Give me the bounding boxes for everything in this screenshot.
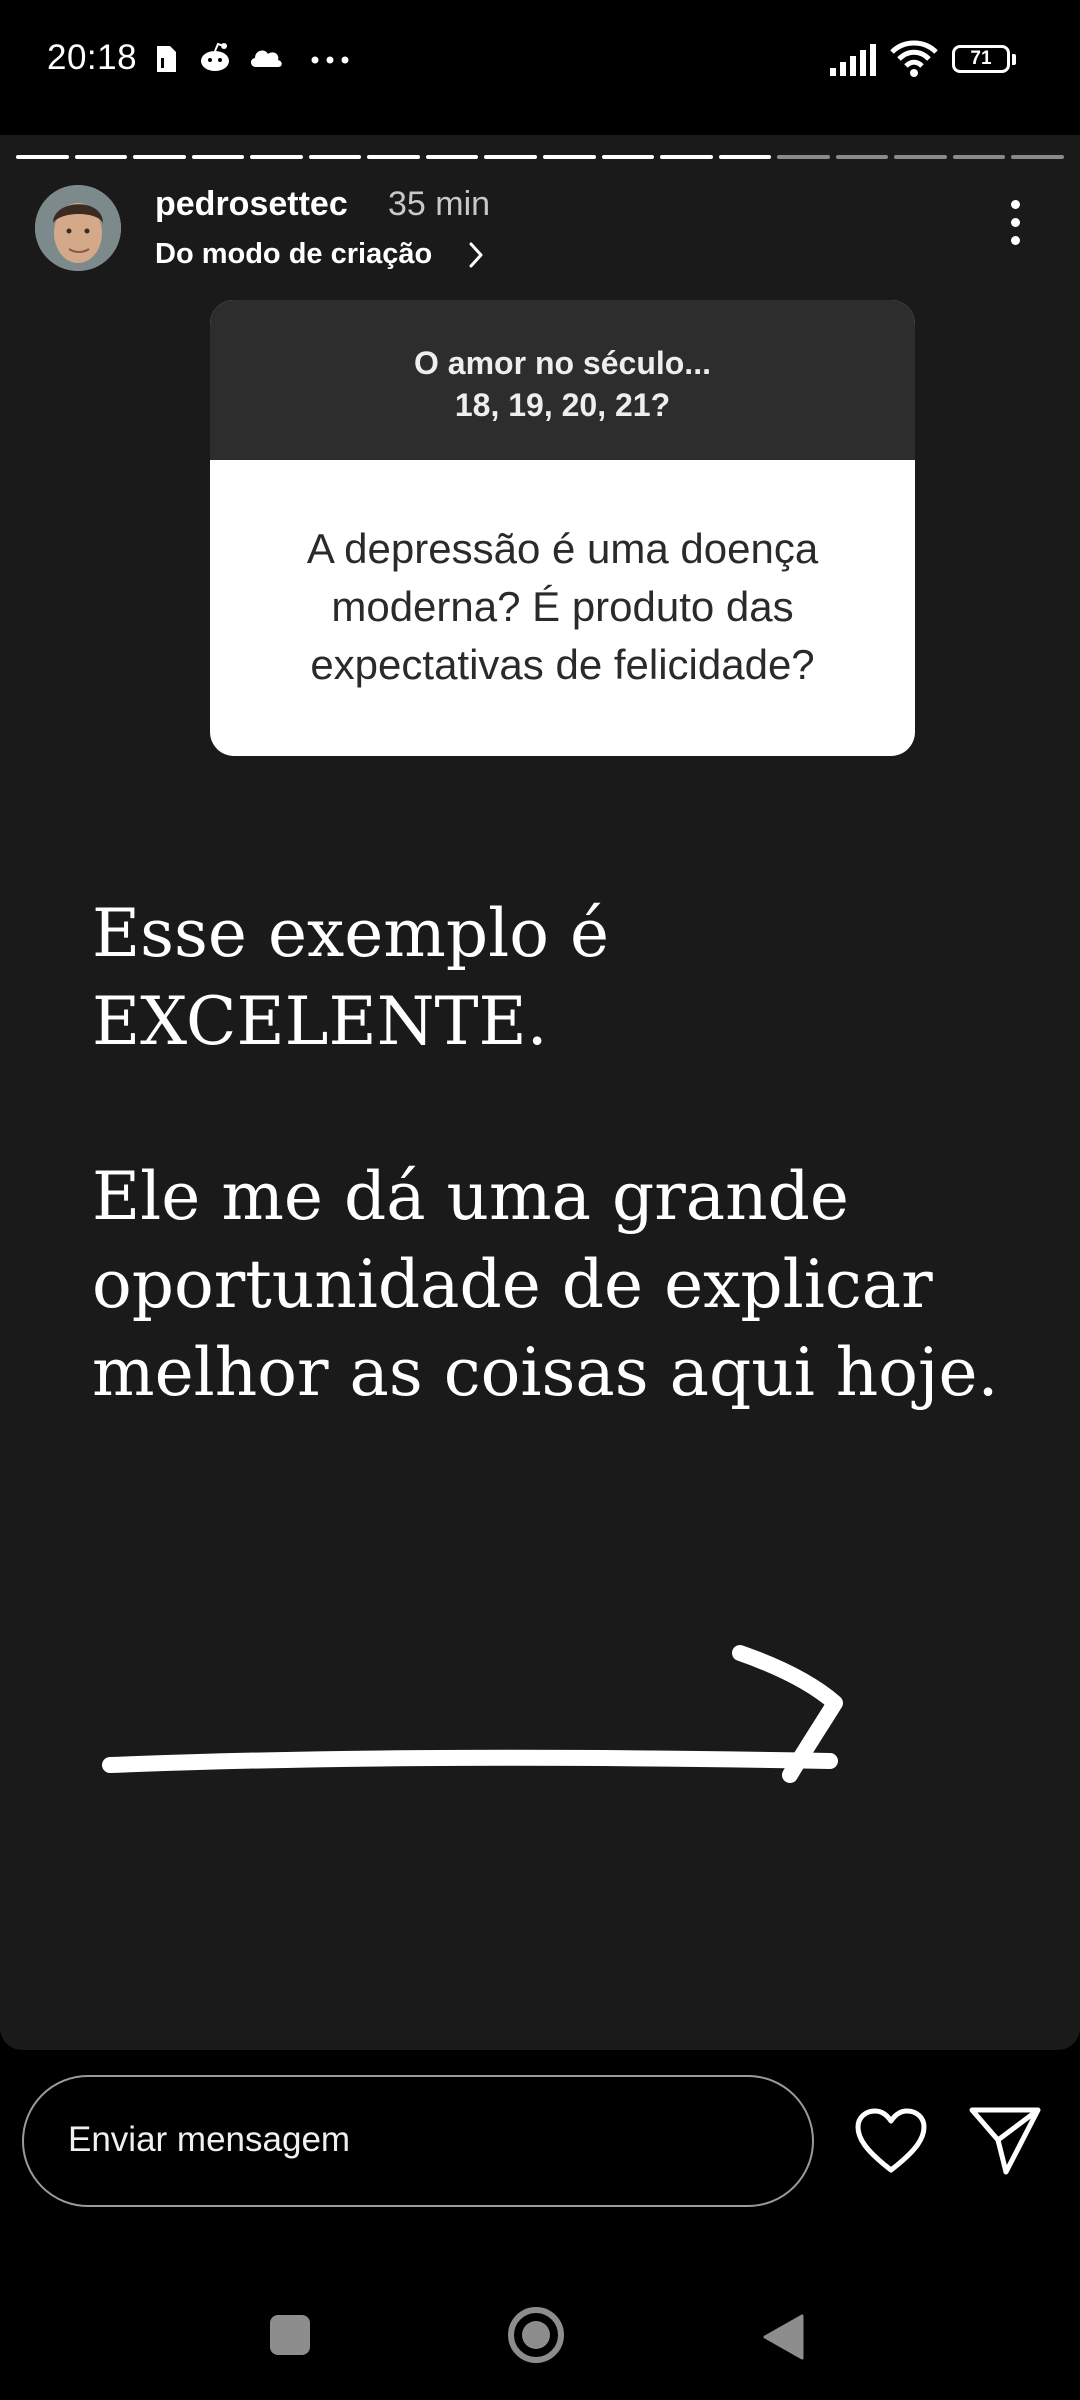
question-answer-line: expectativas de felicidade? [310,641,815,688]
progress-segment [719,155,772,159]
question-sticker [210,300,915,756]
story-time: 35 min [388,185,491,223]
progress-segment [894,155,947,159]
more-dots-icon [310,55,350,65]
cloud-icon [248,45,284,69]
progress-segment [133,155,186,159]
message-input-placeholder: Enviar mensagem [68,2120,351,2159]
progress-segment [250,155,303,159]
progress-segment [309,155,362,159]
story-text-block [92,890,609,1066]
question-answer-line: moderna? É produto das [331,583,794,630]
story-text-line: EXCELENTE. [92,983,548,1060]
wifi-icon [890,40,938,78]
profile-photo [35,185,121,271]
question-answer-line: A depressão é uma doença [306,525,819,572]
story-source-label[interactable]: Do modo de criação [155,238,433,270]
sim-card-icon [153,44,179,74]
progress-segment [75,155,128,159]
send-icon[interactable] [968,2104,1042,2176]
progress-segment [660,155,713,159]
heart-icon[interactable] [855,2108,927,2174]
progress-segment [426,155,479,159]
progress-segment [367,155,420,159]
progress-segment [602,155,655,159]
more-options-icon[interactable] [1000,200,1030,260]
progress-segment [16,155,69,159]
progress-segment [777,155,830,159]
progress-segment [484,155,537,159]
signal-icon [828,44,876,76]
reddit-icon [198,40,232,74]
question-sticker-header [210,300,915,460]
recent-apps-icon[interactable] [270,2315,310,2355]
hand-drawn-arrow-icon [90,1565,850,1785]
story-text-line: oportunidade de explicar [92,1246,933,1323]
message-input[interactable] [22,2075,814,2207]
progress-segment [1011,155,1064,159]
story-text-line: melhor as coisas aqui hoje. [92,1334,999,1411]
chevron-right-icon[interactable] [468,241,484,269]
username[interactable]: pedrosettec [155,185,348,223]
story-text-block [92,1153,999,1417]
home-icon[interactable] [507,2306,565,2364]
status-bar [0,0,1080,125]
story-text-line: Ele me dá uma grande [92,1158,849,1235]
progress-segment [836,155,889,159]
avatar[interactable] [35,185,121,271]
question-prompt-line: 18, 19, 20, 21? [454,387,671,423]
story-text-line: Esse exemplo é [92,895,610,972]
back-icon[interactable] [760,2312,806,2362]
story-viewer[interactable] [0,135,1080,2050]
progress-segment [192,155,245,159]
clock: 20:18 [47,38,138,77]
story-progress-bar [16,155,1064,161]
battery-icon: 71 [952,45,1010,73]
question-prompt [210,342,915,426]
progress-segment [953,155,1006,159]
question-prompt-line: O amor no século... [414,345,711,381]
progress-segment [543,155,596,159]
question-answer [210,520,915,694]
